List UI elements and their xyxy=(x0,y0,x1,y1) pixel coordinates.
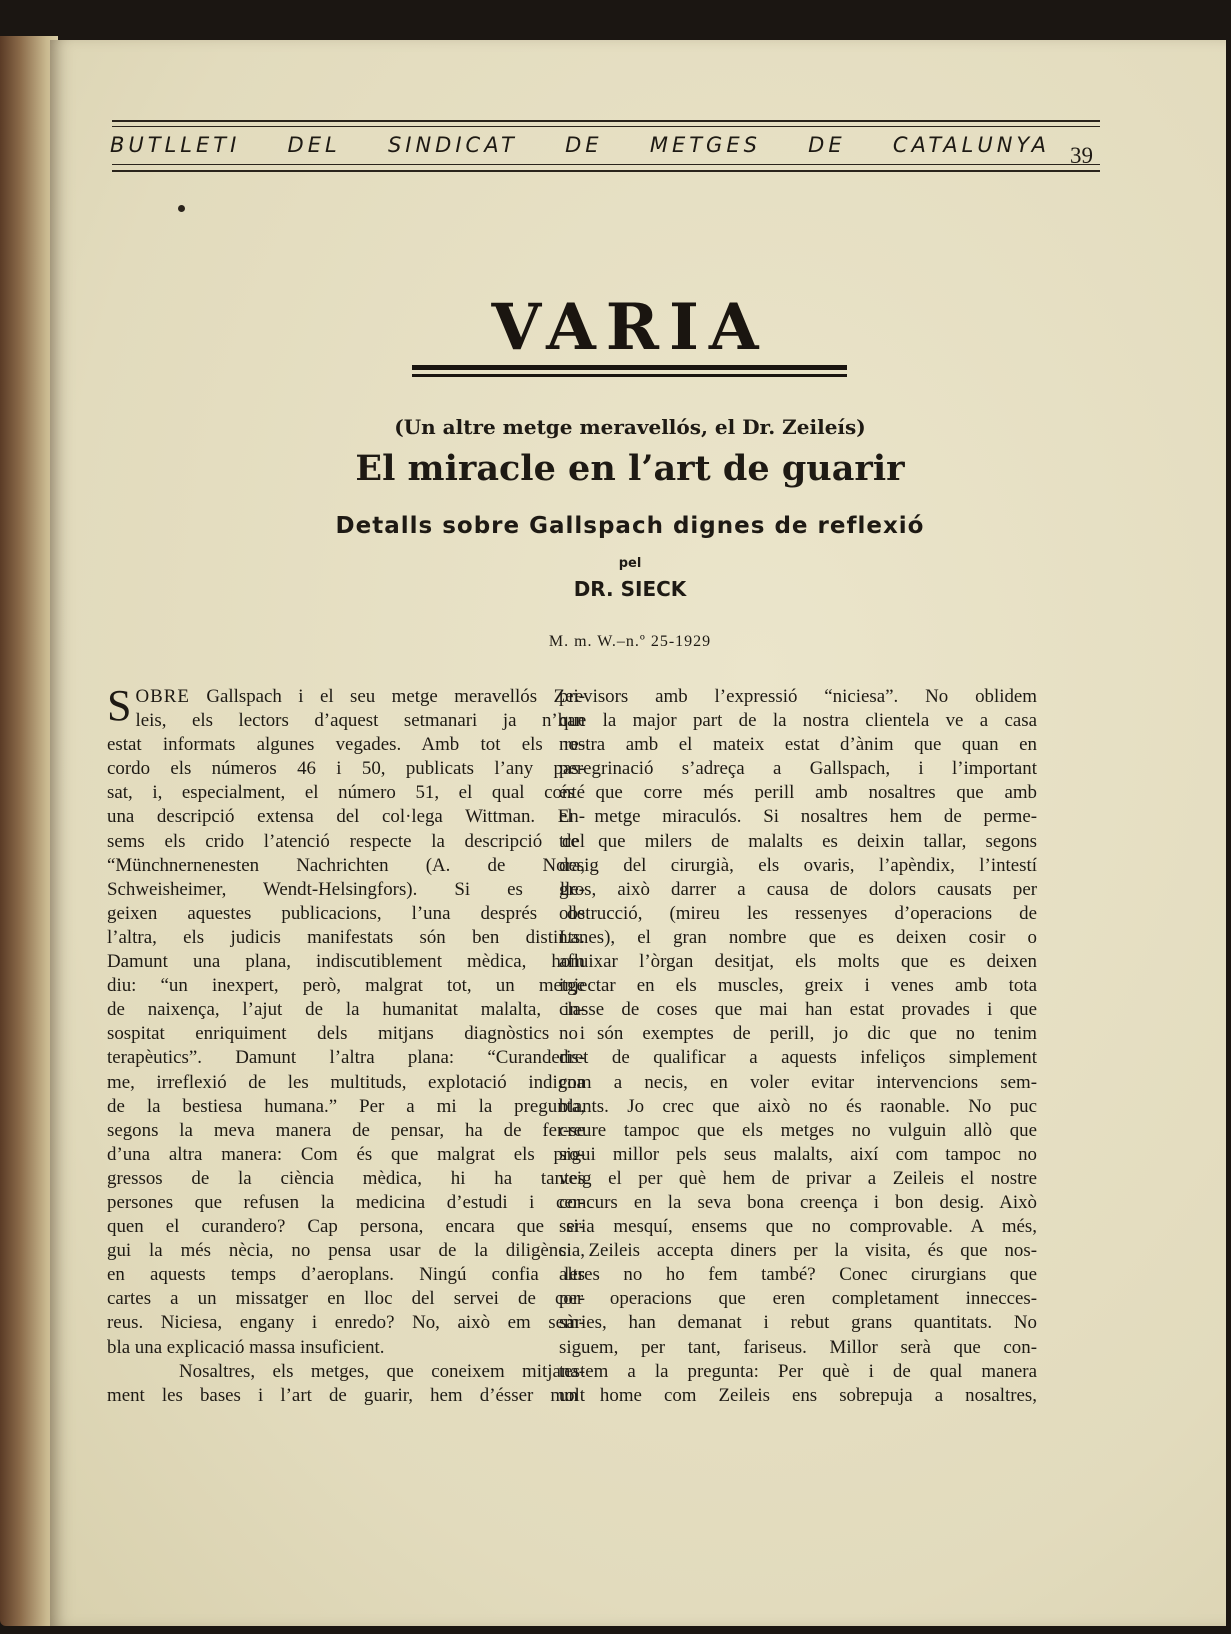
text-line: concurs en la seva bona creença i bon desig. Això xyxy=(559,1191,1037,1213)
text-line: nostra amb el mateix estat d’ànim que quan en xyxy=(559,734,1037,756)
header-rule-top-thin xyxy=(112,126,1100,127)
text-line: de la bestiesa humana.” Per a mi la pregunta, xyxy=(107,1095,585,1117)
text-line: desig del cirurgià, els ovaris, l’apèndix, l’intestí xyxy=(559,854,1037,876)
text-line: leis, els lectors d’aquest setmanari ja n’han xyxy=(135,710,585,732)
article-subtitle: (Un altre metge meravellós, el Dr. Zeileís) xyxy=(394,415,866,439)
text-line: estat informats algunes vegades. Amb tot els re- xyxy=(107,734,585,756)
text-line: siguem, per tant, fariseus. Millor serà que con- xyxy=(559,1336,1037,1358)
running-head-word: DE xyxy=(808,133,846,157)
page-sheet xyxy=(50,40,1226,1626)
text-line: peregrinació s’adreça a Gallspach, i l’important xyxy=(559,758,1037,780)
running-head-word: DE xyxy=(565,133,603,157)
text-line: “Münchnernenesten Nachrichten (A. de Nora, xyxy=(107,854,585,876)
title-underline-thin xyxy=(412,374,847,377)
text-line: segons la meva manera de pensar, ha de fer-se xyxy=(107,1119,585,1141)
text-line: d’una altra manera: Com és que malgrat els pro- xyxy=(107,1143,585,1165)
text-line: previsors amb l’expressió “niciesa”. No oblidem xyxy=(559,686,1037,707)
text-line: testem a la pregunta: Per què i de qual manera xyxy=(559,1360,1037,1382)
text-line: Damunt una plana, indiscutiblement mèdica, hom xyxy=(107,951,585,973)
text-line: injectar en els muscles, greix i venes amb tota xyxy=(559,975,1037,997)
text-line: sigui millor pels seus malalts, així com tampoc no xyxy=(559,1143,1037,1165)
text-line: gros, això darrer a causa de dolors causats per xyxy=(559,878,1037,900)
first-word: OBRE xyxy=(135,686,190,707)
text-line: en aquests temps d’aeroplans. Ningú confia les xyxy=(107,1264,585,1286)
article-headline: El miracle en l’art de guarir xyxy=(355,448,905,489)
page-number: 39 xyxy=(1070,143,1093,168)
text-line: sàries, han demanat i rebut grans quantitats. No xyxy=(559,1312,1037,1334)
byline-prefix: pel xyxy=(618,556,642,571)
article-deck: Detalls sobre Gallspach dignes de reflexió xyxy=(335,513,925,539)
text-line: que la major part de la nostra clientela ve a casa xyxy=(559,710,1037,732)
text-line: sems els crido l’atenció respecte la descripció del xyxy=(107,830,585,852)
running-head-word: DEL xyxy=(287,133,341,157)
text-line: bla una explicació massa insuficient. xyxy=(107,1336,385,1358)
text-line: persones que refusen la medicina d’estudi i cer- xyxy=(107,1191,585,1213)
author-name: DR. SIECK xyxy=(573,577,687,601)
text-line: sat, i, especialment, el número 51, el qual conté xyxy=(107,782,585,804)
section-title: VARIA xyxy=(491,290,769,365)
text-line: obstrucció, (mireu les ressenyes d’operacions de xyxy=(559,902,1037,924)
header-rule-bottom xyxy=(112,170,1100,172)
text-line: si Zeileis accepta diners per la visita, és que nos- xyxy=(559,1240,1037,1262)
text-line: cartes a un missatger en lloc del servei de cor- xyxy=(107,1288,585,1310)
text-line: Nosaltres, els metges, que coneixem mitjana- xyxy=(179,1360,585,1382)
right-column xyxy=(559,685,1037,1408)
text-line: Lanes), el gran nombre que es deixen cosir o xyxy=(559,926,1037,948)
text-line: com a necis, en voler evitar intervencions sem- xyxy=(559,1071,1037,1093)
text-line: classe de coses que mai han estat provades i que xyxy=(559,999,1037,1021)
text-line: sospitat enriquiment dels mitjans diagnòstics i xyxy=(107,1023,585,1045)
ink-dot xyxy=(178,205,185,212)
text-line: un home com Zeileis ens sobrepuja a nosaltres, xyxy=(559,1384,1037,1406)
text-line: quen el curandero? Cap persona, encara que si- xyxy=(107,1216,585,1238)
text-line: gressos de la ciència mèdica, hi ha tantes xyxy=(107,1167,585,1189)
text-line: seria mesquí, ensems que no comprovable. A més, xyxy=(559,1216,1037,1238)
running-head-word: METGES xyxy=(649,133,761,157)
left-column xyxy=(107,681,585,1408)
text-line: geixen aquestes publicacions, l’una després de xyxy=(107,902,585,924)
text-line: tre que milers de malalts es deixin tallar, segons xyxy=(559,830,1037,852)
text-line: me, irreflexió de les multituds, explotació indigna xyxy=(107,1071,585,1093)
text-line: el metge miraculós. Si nosaltres hem de perme- xyxy=(559,806,1037,828)
text-line: ment les bases i l’art de guarir, hem d’ésser molt xyxy=(107,1384,585,1406)
source-citation: M. m. W.–n.º 25-1929 xyxy=(548,633,712,650)
header-rule-bottom-thin xyxy=(112,164,1100,165)
text-line: dret de qualificar a aquests infeliços simplement xyxy=(559,1047,1037,1069)
title-underline xyxy=(412,365,847,370)
text-line: l’altra, els judicis manifestats són ben distints. xyxy=(107,926,585,948)
text-line: afluixar l’òrgan desitjat, els molts que es deixen xyxy=(559,951,1037,973)
text-line: és que corre més perill amb nosaltres que amb xyxy=(559,782,1037,804)
text-line: reus. Niciesa, engany i enredo? No, això em sem- xyxy=(107,1312,585,1334)
text-line: una descripció extensa del col·lega Wittman. En- xyxy=(107,806,585,828)
running-head-word: BUTLLETI xyxy=(110,133,241,157)
text-line: blants. Jo crec que això no és raonable. No puc xyxy=(559,1095,1037,1117)
text-line: Schweisheimer, Wendt-Helsingfors). Si es lle- xyxy=(107,878,585,900)
text-line: no són exemptes de perill, jo dic que no tenim xyxy=(559,1023,1037,1045)
text-line: terapèutics”. Damunt l’altra plana: “Curanderis- xyxy=(107,1047,585,1069)
text-line: altres no ho fem també? Conec cirurgians que xyxy=(559,1264,1037,1286)
running-head-word: CATALUNYA xyxy=(892,133,1050,157)
text-line: de naixença, l’ajut de la humanitat malalta, in- xyxy=(107,999,585,1021)
text-line-content: Gallspach i el seu metge meravellós Zei- xyxy=(206,686,585,707)
text-line: diu: “un inexpert, però, malgrat tot, un metge xyxy=(107,975,585,997)
text-line: creure tampoc que els metges no vulguin allò que xyxy=(559,1119,1037,1141)
drop-cap: S xyxy=(107,681,132,730)
running-head xyxy=(110,133,1050,157)
text-line: per operacions que eren completament innecces- xyxy=(559,1288,1037,1310)
running-head-word: SINDICAT xyxy=(387,133,518,157)
text-line: veig el per què hem de privar a Zeileis el nostre xyxy=(559,1167,1037,1189)
text-line: cordo els números 46 i 50, publicats l’any pas- xyxy=(107,758,585,780)
header-rule-top xyxy=(112,120,1100,122)
text-line: gui la més nècia, no pensa usar de la diligència, xyxy=(107,1240,585,1262)
